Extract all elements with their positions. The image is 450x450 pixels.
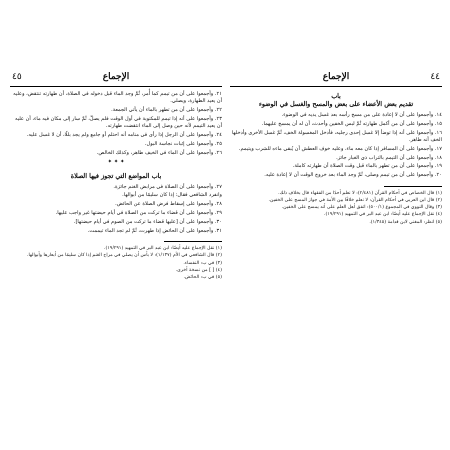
paragraph: وانفرد الشافعي فقال: إذا كان سليمًا من أبوالها. — [122, 192, 222, 199]
page-number: ٤٤ — [430, 72, 440, 82]
paragraph: ٢٨. وأجمعوا على إسقاط فرض الصلاة عن الحائض. — [115, 201, 222, 208]
chapter-heading — [230, 93, 442, 109]
paragraph: ٣٠. وأجمعوا على أن [عليها قضاء ما تركت من الصوم في أيام حيضتها]. — [73, 218, 222, 225]
chapter-title: تقديم بعض الأعضاء على بعض والمسح والغسل في الوضوء — [258, 101, 414, 108]
page-body — [230, 93, 442, 226]
footnote: (٤) نقل الإجماع عليه أيضًا: ابن عبد البر في التمهيد (١٩/٢٩١). — [323, 212, 442, 218]
paragraph: ١٧. وأجمعوا على أن المسافر إذا كان معه ماء، وعليه خوف العطش أن يُبقي ماءه للشرب ويتيمم. — [238, 145, 442, 152]
page-body — [10, 91, 222, 282]
paragraph: ١٩. وأجمعوا على أن من تطهر بالماء قبل وقت الصلاة أن طهارته كاملة. — [292, 163, 442, 170]
footnote: (٢) قال الشافعي في الأم (١/١٣٧): لا بأس أن يصلي في مراح الغنم إذا كان سليمًا من أبعارها وأبوالها. — [26, 253, 222, 259]
page-number: ٤٥ — [12, 72, 22, 82]
paragraph: ١٤. وأجمعوا على أن لا إعادة على من مسح رأسه بعد غسل يديه في الوضوء. — [281, 112, 442, 118]
paragraph: ٢٦. وأجمعوا على أن الماء في الخيف طاهر، وكذلك الخالص. — [96, 149, 222, 156]
paragraph: ١٥. وأجمعوا على أن من أكمل طهارته ثُمَّ لبس الخفين وأحدث، أن له أن يمسح عليهما. — [261, 120, 442, 127]
page-header — [230, 70, 442, 87]
paragraph: ١٨. وأجمعوا على أن التيمم بالتراب ذي الغبار جائز. — [336, 154, 442, 161]
paragraph: ٢١. وأجمعوا على أن من تيمم كما أُمر، ثُمَّ وجد الماء قبل دخوله في الصلاة، أن طهارته تنتقض، وعليه أن يعيد الطهارة، ويصلي. — [13, 91, 222, 105]
footnote: (١) نقل الإجماع عليه أيضًا: ابن عبد البر في التمهيد (١٩/٢٩١). — [103, 246, 222, 251]
footnote: (٢) قال ابن العربي في أحكام القرآن: لا نعلم خلافًا بين الأمة في جواز المسح على الخفين. — [268, 197, 442, 203]
footnote-separator — [384, 186, 442, 187]
running-title: الإجماع — [102, 72, 130, 82]
footnote: (٤) [ ] من نسخة أخرى. — [175, 267, 222, 273]
footnote: (٣) وقال النووي في المجموع (٥٠٠/١): اتفق أهل العلم على أنه يمسح على الخفين. — [281, 205, 442, 211]
footnotes — [10, 246, 222, 282]
chapter-label: باب — [331, 93, 341, 100]
footnotes — [230, 191, 442, 227]
footnote: (٥) انظر: المغني لابن قدامة (١/٣٤٥). — [369, 219, 442, 225]
paragraph: ٢٧. وأجمعوا على أن الصلاة في مرابض الغنم جائزة. — [113, 183, 222, 190]
footnote: (١) قال الخصاص في أحكام القرآن (٢/٤٨١): لا نعلم أحدًا من الفقهاء قال بخلاف ذلك. — [278, 190, 442, 196]
page-header — [10, 70, 222, 87]
paragraph: ٢٣. وأجمعوا على أنه إذا تيمم للمكتوبة في أول الوقت فلم يصلِّ، ثُمَّ سار إلى مكان فيه ماء، أن عليه أن يعيد التيمم لأنه حين وصل إلى الماء انتقضت طهارته. — [14, 116, 222, 130]
footnote-separator — [164, 241, 222, 242]
left-page — [10, 0, 222, 450]
right-page — [230, 0, 442, 450]
paragraph: ٢٢. وأجمعوا على أن من تطهر بالماء أن يأتي الجمعة. — [111, 107, 222, 114]
section-ornament: ✦ ✦ ✦ — [107, 159, 125, 166]
chapter-heading: باب المواضع التي تجوز فيها الصلاة — [70, 172, 162, 180]
paragraph: ٢٠. وأجمعوا على أن من تيمم وصلى، ثُمَّ وجد الماء بعد خروج الوقت أن لا إعادة عليه. — [264, 172, 442, 179]
paragraph: ٢٩. وأجمعوا على أن قضاء ما تركت من الصلاة في أيام حيضتها غير واجب عليها. — [55, 210, 222, 216]
paragraph: ١٦. وأجمعوا على أنه إذا توضأ إلا غسل إحدى رجليه، فأدخل المغسولة الخف، ثُمَّ غسل الأخرى وأدخلها الخف أنه طاهر. — [231, 129, 442, 143]
paragraph: ٢٥. وأجمعوا على إثبات نجاسة البول. — [144, 141, 222, 147]
paragraph: ٣١. وأجمعوا على أن الحائض إذا طهرت، ثُمَّ لم تجد الماء تيممت. — [87, 227, 222, 234]
footnote: (٣) في ب: النفساء. — [183, 260, 222, 266]
running-title: الإجماع — [322, 72, 350, 82]
paragraph: ٢٤. وأجمعوا على أن الرجل إذا رأى في منامه أنه احتلم أو جامع ولم يجد بللًا، أن لا غسل عليه. — [26, 132, 222, 139]
footnote: (٥) في ب: الحائض. — [183, 275, 222, 281]
